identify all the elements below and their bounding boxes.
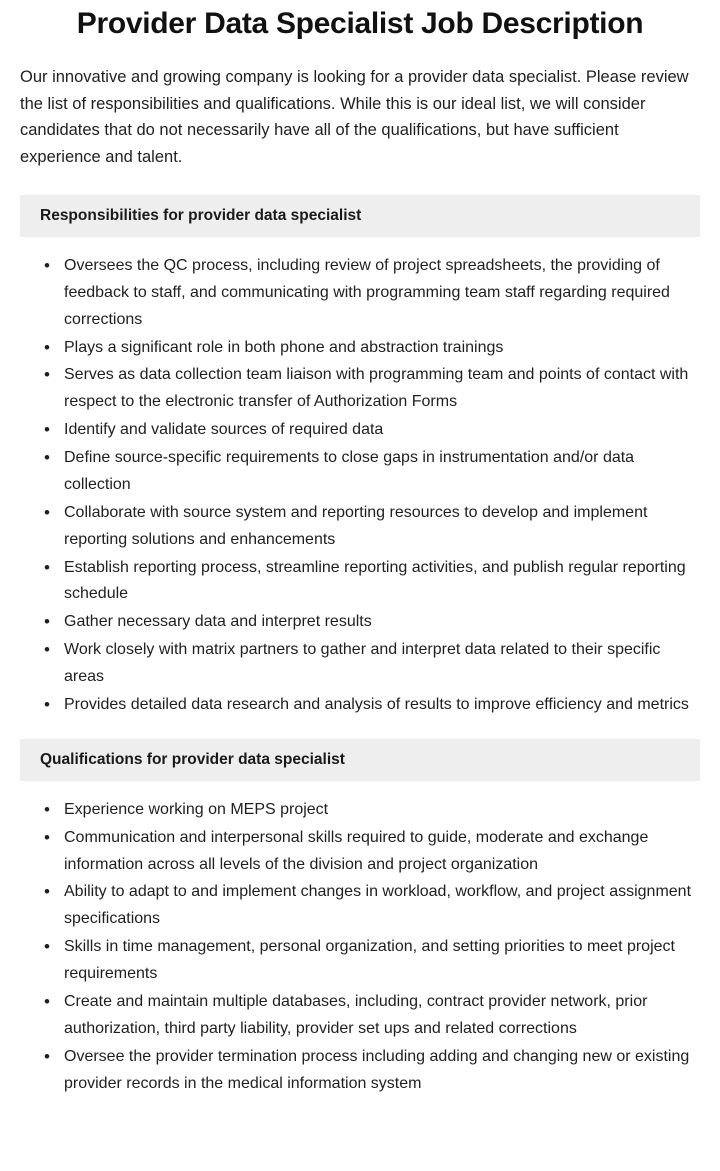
list-item: • Skills in time management, personal organization, and setting priorities to meet project requirements: [42, 934, 700, 988]
list-item: • Work closely with matrix partners to gather and interpret data related to their specific areas: [42, 637, 700, 691]
job-description-page: [0, 6, 720, 1097]
list-item: • Create and maintain multiple databases, including, contract provider network, prior authorization, third party liability, provider set ups and related corrections: [42, 989, 700, 1043]
qualifications-heading: Qualifications for provider data specialist: [20, 739, 700, 781]
list-item: • Serves as data collection team liaison with programming team and points of contact with respect to the electronic transfer of Authorization Forms: [42, 362, 700, 416]
list-item: • Establish reporting process, streamline reporting activities, and publish regular reporting schedule: [42, 555, 700, 609]
responsibilities-list: [20, 253, 700, 719]
list-item: • Oversee the provider termination process including adding and changing new or existing provider records in the medical information system: [42, 1044, 700, 1098]
qualifications-section: [20, 739, 700, 1098]
list-item: • Oversees the QC process, including review of project spreadsheets, the providing of feedback to staff, and communicating with programming team staff regarding required corrections: [42, 253, 700, 334]
responsibilities-heading: Responsibilities for provider data specialist: [20, 195, 700, 237]
list-item: • Define source-specific requirements to close gaps in instrumentation and/or data collection: [42, 445, 700, 499]
list-item: • Plays a significant role in both phone and abstraction trainings: [42, 335, 700, 362]
list-item: • Collaborate with source system and reporting resources to develop and implement reporting solutions and enhancements: [42, 500, 700, 554]
list-item: • Experience working on MEPS project: [42, 797, 700, 824]
list-item: • Identify and validate sources of required data: [42, 417, 700, 444]
responsibilities-section: [20, 195, 700, 719]
list-item: • Gather necessary data and interpret results: [42, 609, 700, 636]
list-item: • Communication and interpersonal skills required to guide, moderate and exchange information across all levels of the division and project organization: [42, 825, 700, 879]
intro-paragraph: Our innovative and growing company is looking for a provider data specialist. Please review the list of responsibilities and qualifications. While this is our ideal list, we will consider candidates that do not necessarily have all of the qualifications, but have sufficient experience and talent.: [20, 68, 689, 167]
list-item: • Provides detailed data research and analysis of results to improve efficiency and metrics: [42, 692, 700, 719]
page-title: Provider Data Specialist Job Description: [76, 7, 644, 40]
list-item: • Ability to adapt to and implement changes in workload, workflow, and project assignment specifications: [42, 879, 700, 933]
qualifications-list: [20, 797, 700, 1098]
